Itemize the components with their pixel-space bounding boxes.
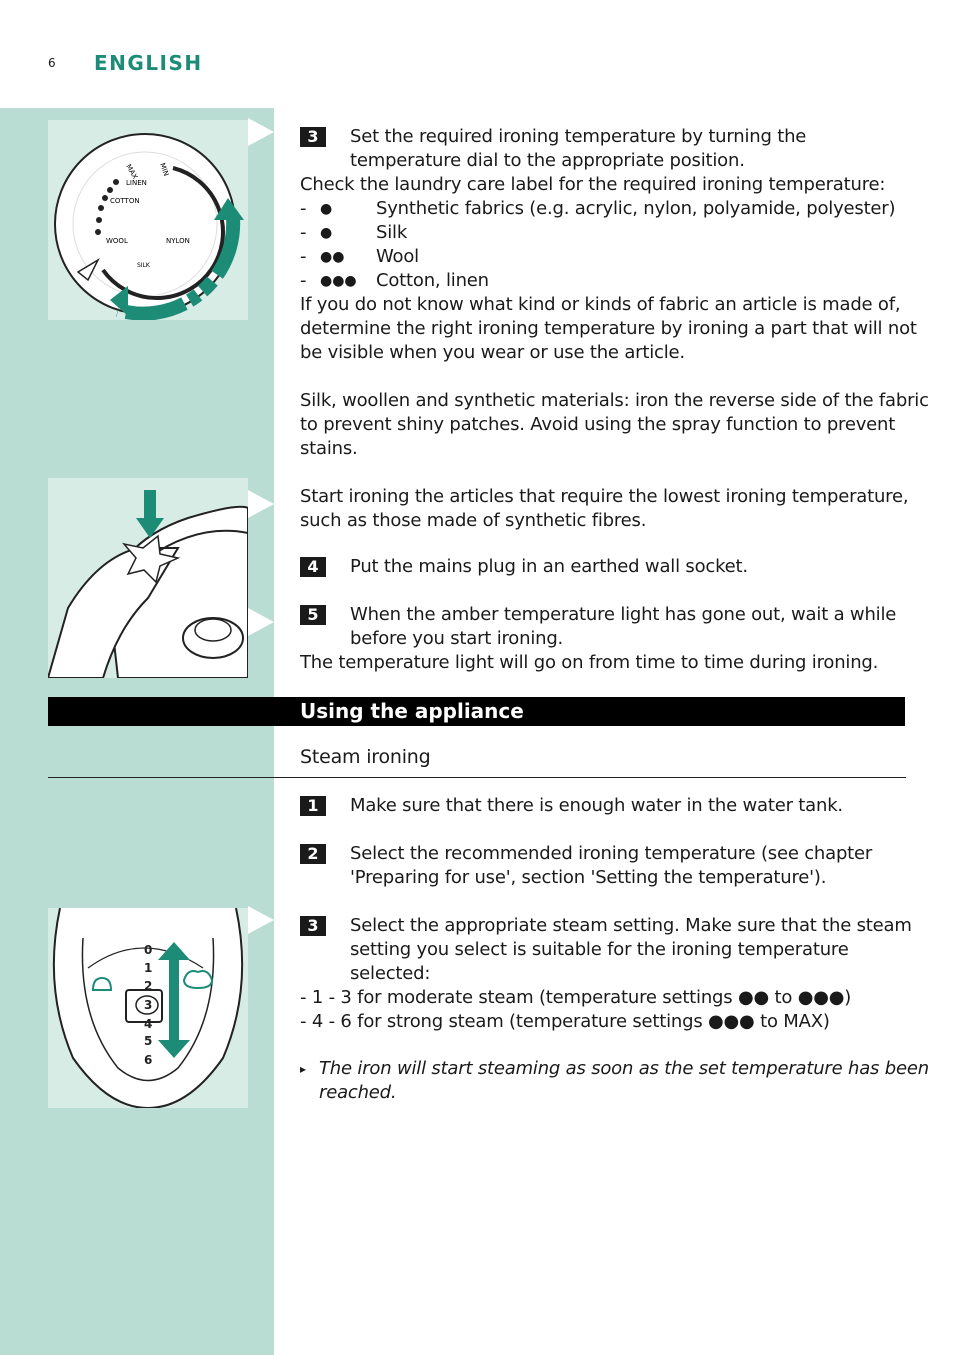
step-5-badge: 5 [300, 605, 326, 625]
result-arrow-icon: ▸ [300, 1062, 307, 1076]
check-label-text: Check the laundry care label for the required ironing temperature: [300, 174, 886, 195]
step-5-note: The temperature light will go on from time to time during ironing. [300, 652, 879, 673]
steam-setting-4: 4 [144, 1017, 153, 1031]
steam-step-2-line1: Select the recommended ironing temperature (see chapter [350, 843, 873, 864]
fabric-silk: Silk [376, 222, 408, 243]
steam-setting-6: 6 [144, 1053, 153, 1067]
steam-setting-5: 5 [144, 1034, 153, 1048]
silk-label: SILK [137, 262, 150, 269]
steam-moderate-item: - 1 - 3 for moderate steam (temperature settings ●● to ●●●) [300, 987, 852, 1008]
result-text-line2: reached. [319, 1082, 397, 1103]
fabric-synthetic: Synthetic fabrics (e.g. acrylic, nylon, polyamide, polyester) [376, 198, 896, 219]
steam-setting-3: 3 [144, 998, 153, 1012]
iron-illustration [48, 478, 248, 678]
step-5-text-line2: before you start ironing. [350, 628, 564, 649]
subsection-divider [48, 777, 906, 778]
step-5-text-line1: When the amber temperature light has gone out, wait a while [350, 604, 897, 625]
steam-setting-0: 0 [144, 943, 153, 957]
temp-dots-cotton: ●●● [320, 273, 357, 289]
cotton-label: COTTON [110, 197, 140, 205]
para2-line2: to prevent shiny patches. Avoid using the spray function to prevent [300, 414, 896, 435]
nylon-label: NYLON [166, 237, 190, 245]
list-dash: - [300, 222, 307, 243]
para1-line2: determine the right ironing temperature by ironing a part that will not [300, 318, 917, 339]
steam-control-illustration [48, 908, 248, 1108]
temperature-dial-illustration [48, 120, 248, 320]
linen-label: LINEN [126, 179, 147, 187]
page-number: 6 [48, 56, 56, 70]
steam-step-3-line1: Select the appropriate steam setting. Make sure that the steam [350, 915, 912, 936]
list-dash: - [300, 270, 307, 291]
fabric-wool: Wool [376, 246, 419, 267]
steam-step-3-line3: selected: [350, 963, 431, 984]
steam-step-1-text: Make sure that there is enough water in the water tank. [350, 795, 843, 816]
fabric-cotton: Cotton, linen [376, 270, 489, 291]
steam-dial-figure [48, 908, 248, 1108]
figure-pointer [248, 118, 274, 146]
steam-step-1-badge: 1 [300, 796, 326, 816]
step-4-text: Put the mains plug in an earthed wall socket. [350, 556, 748, 577]
min-label: MIN [158, 161, 171, 178]
figure-pointer [248, 608, 274, 636]
para3-line2: such as those made of synthetic fibres. [300, 510, 647, 531]
wool-label: WOOL [106, 237, 128, 245]
para1-line1: If you do not know what kind or kinds of fabric an article is made of, [300, 294, 901, 315]
steam-step-2-badge: 2 [300, 844, 326, 864]
temp-dots-silk: ● [320, 225, 333, 241]
steam-step-2-line2: 'Preparing for use', section 'Setting the temperature'). [350, 867, 827, 888]
step-3-badge: 3 [300, 127, 326, 147]
step-3-text-line2: temperature dial to the appropriate position. [350, 150, 745, 171]
subsection-title: Steam ironing [300, 746, 431, 768]
temperature-dial-figure [48, 120, 248, 320]
step-3-text-line1: Set the required ironing temperature by turning the [350, 126, 807, 147]
steam-setting-1: 1 [144, 961, 153, 975]
para2-line3: stains. [300, 438, 358, 459]
para3-line1: Start ironing the articles that require the lowest ironing temperature, [300, 486, 909, 507]
figure-pointer [248, 490, 274, 518]
list-dash: - [300, 198, 307, 219]
steam-step-3-line2: setting you select is suitable for the ironing temperature [350, 939, 849, 960]
list-dash: - [300, 246, 307, 267]
figure-pointer [248, 906, 274, 934]
section-heading-bar [48, 697, 905, 726]
iron-light-figure [48, 478, 248, 678]
language-heading: ENGLISH [94, 51, 203, 75]
step-4-badge: 4 [300, 557, 326, 577]
steam-strong-item: - 4 - 6 for strong steam (temperature settings ●●● to MAX) [300, 1011, 830, 1032]
section-title: Using the appliance [300, 699, 524, 723]
max-label: MAX [124, 163, 140, 181]
steam-step-3-badge: 3 [300, 916, 326, 936]
temp-dots-1: ● [320, 201, 333, 217]
steam-setting-2: 2 [144, 979, 153, 993]
temp-dots-wool: ●● [320, 249, 345, 265]
para2-line1: Silk, woollen and synthetic materials: iron the reverse side of the fabric [300, 390, 929, 411]
para1-line3: be visible when you wear or use the article. [300, 342, 685, 363]
result-text-line1: The iron will start steaming as soon as the set temperature has been [319, 1058, 929, 1079]
